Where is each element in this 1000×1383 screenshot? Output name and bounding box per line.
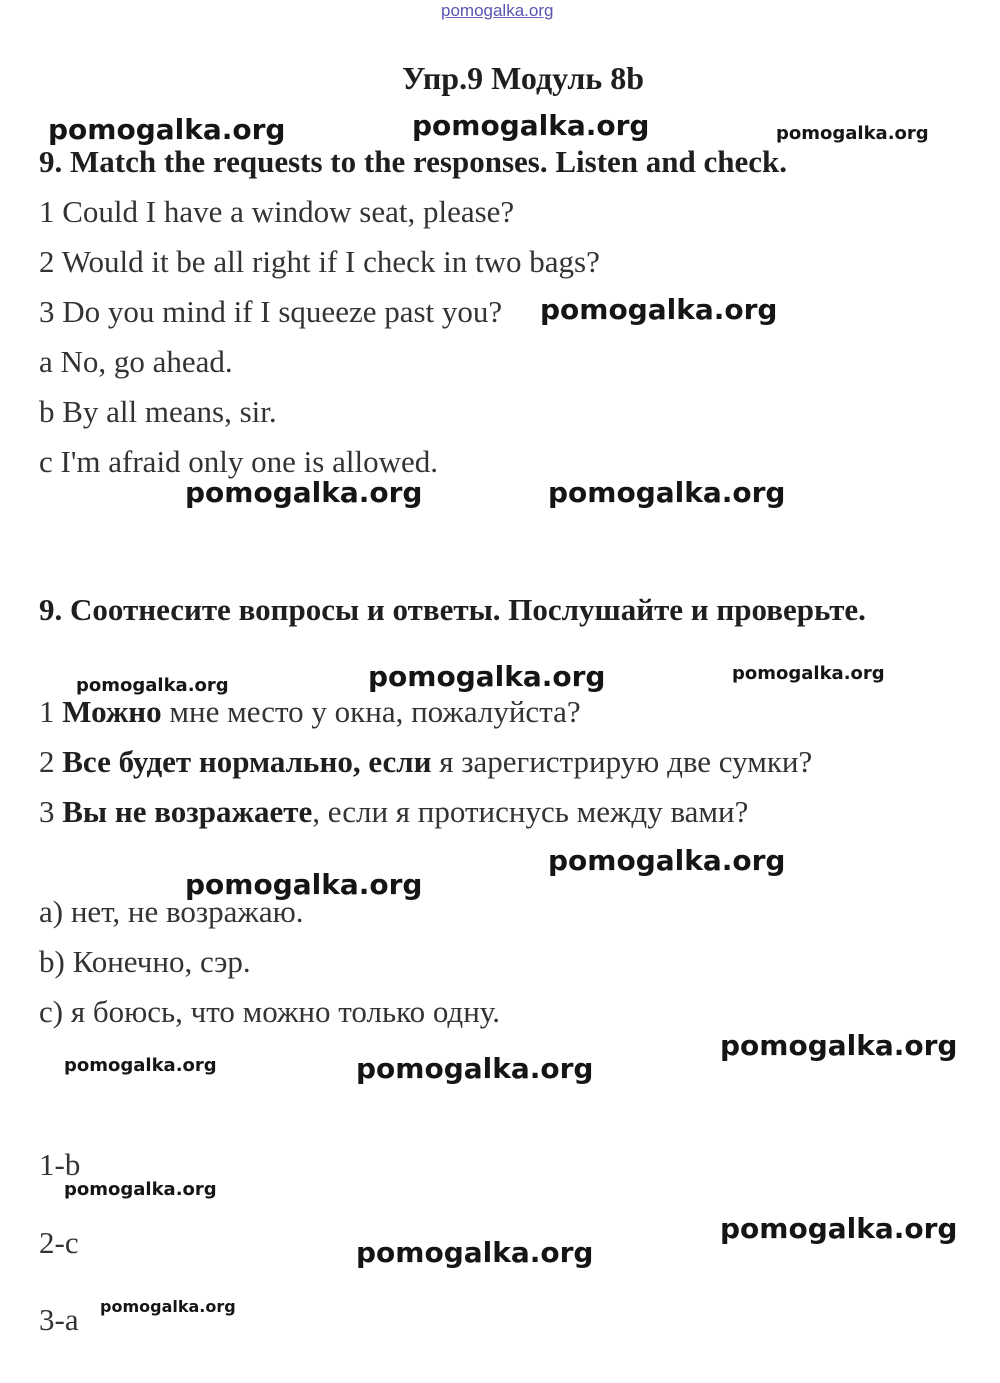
russian-heading: 9. Соотнесите вопросы и ответы. Послушайте и проверьте. bbox=[39, 592, 866, 627]
question-1-number: 1 bbox=[39, 694, 63, 729]
english-heading: 9. Match the requests to the responses. Listen and check. bbox=[39, 144, 788, 179]
question-1-rest: мне место у окна, пожалуйста? bbox=[161, 694, 581, 729]
answer-a: a) нет, не возражаю. bbox=[39, 894, 304, 929]
question-3 bbox=[39, 794, 748, 830]
watermark: pomogalka.org bbox=[368, 660, 606, 693]
watermark: pomogalka.org bbox=[64, 1179, 217, 1200]
answer-b: b) Конечно, сэр. bbox=[39, 944, 251, 979]
request-1: 1 Could I have a window seat, please? bbox=[39, 194, 515, 229]
watermark: pomogalka.org bbox=[412, 109, 650, 142]
answer-c: c) я боюсь, что можно только одну. bbox=[39, 994, 500, 1029]
watermark: pomogalka.org bbox=[732, 663, 885, 684]
question-1 bbox=[39, 694, 581, 730]
answer-key-2: 2-c bbox=[39, 1225, 79, 1260]
question-1-bold: Можно bbox=[62, 694, 162, 729]
watermark: pomogalka.org bbox=[720, 1029, 958, 1062]
watermark: pomogalka.org bbox=[76, 675, 229, 696]
watermark: pomogalka.org bbox=[100, 1297, 236, 1316]
response-c: c I'm afraid only one is allowed. bbox=[39, 444, 438, 479]
top-watermark: pomogalka.org bbox=[441, 1, 554, 20]
question-2-bold: Все будет нормально, если bbox=[62, 744, 432, 779]
question-2 bbox=[39, 744, 812, 780]
request-2: 2 Would it be all right if I check in two bags? bbox=[39, 244, 600, 279]
watermark: pomogalka.org bbox=[185, 868, 423, 901]
watermark: pomogalka.org bbox=[720, 1212, 958, 1245]
watermark: pomogalka.org bbox=[185, 476, 423, 509]
watermark: pomogalka.org bbox=[356, 1236, 594, 1269]
response-a: a No, go ahead. bbox=[39, 344, 233, 379]
watermark: pomogalka.org bbox=[48, 113, 286, 146]
response-b: b By all means, sir. bbox=[39, 394, 277, 429]
question-2-number: 2 bbox=[39, 744, 63, 779]
question-3-bold: Вы не возражаете bbox=[62, 794, 313, 829]
page-title: Упр.9 Модуль 8b bbox=[402, 60, 645, 96]
watermark: pomogalka.org bbox=[64, 1055, 217, 1076]
answer-key-1: 1-b bbox=[39, 1147, 81, 1182]
request-3: 3 Do you mind if I squeeze past you? bbox=[39, 294, 503, 329]
question-3-number: 3 bbox=[39, 794, 63, 829]
watermark: pomogalka.org bbox=[548, 844, 786, 877]
watermark: pomogalka.org bbox=[356, 1052, 594, 1085]
answer-key-3: 3-a bbox=[39, 1302, 79, 1337]
question-2-rest: я зарегистрирую две сумки? bbox=[431, 744, 813, 779]
question-3-rest: , если я протиснусь между вами? bbox=[312, 794, 749, 829]
watermark: pomogalka.org bbox=[540, 293, 778, 326]
watermark: pomogalka.org bbox=[776, 123, 929, 144]
watermark: pomogalka.org bbox=[548, 476, 786, 509]
